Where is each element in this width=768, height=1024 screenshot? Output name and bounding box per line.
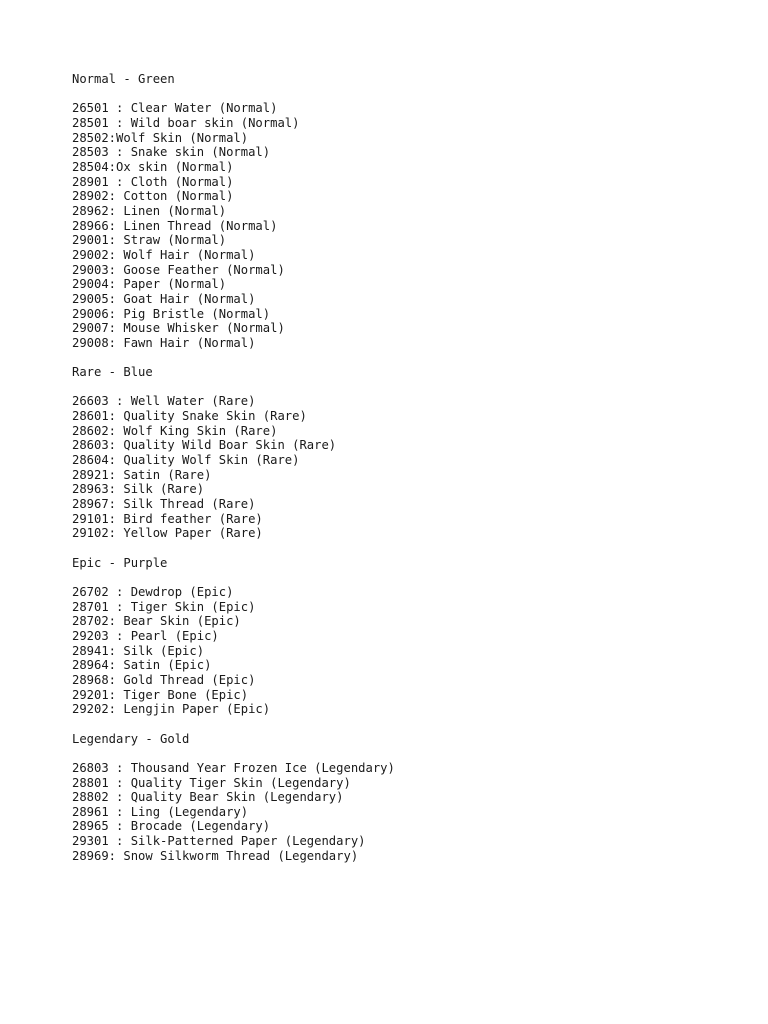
- list-item: 26702 : Dewdrop (Epic): [72, 584, 234, 599]
- list-item: 29202: Lengjin Paper (Epic): [72, 702, 271, 717]
- section-heading: Rare - Blue: [72, 365, 153, 380]
- list-item: 28604: Quality Wolf Skin (Rare): [72, 453, 300, 468]
- list-item: 28701 : Tiger Skin (Epic): [72, 599, 256, 614]
- list-item: 28966: Linen Thread (Normal): [72, 218, 278, 233]
- section-rare: [72, 365, 395, 556]
- section-heading: Epic - Purple: [72, 555, 168, 570]
- list-item: 29008: Fawn Hair (Normal): [72, 335, 256, 350]
- section-heading: Normal - Green: [72, 72, 175, 86]
- list-item: 28961 : Ling (Legendary): [72, 804, 249, 819]
- list-item: 28503 : Snake skin (Normal): [72, 145, 271, 160]
- list-item: 29301 : Silk-Patterned Paper (Legendary): [72, 834, 366, 849]
- list-item: 29003: Goose Feather (Normal): [72, 262, 285, 277]
- section-heading: Legendary - Gold: [72, 731, 190, 746]
- list-item: 28965 : Brocade (Legendary): [72, 819, 271, 834]
- list-item: 29001: Straw (Normal): [72, 233, 227, 248]
- section-epic: [72, 556, 395, 732]
- list-item: 28504:Ox skin (Normal): [72, 159, 234, 174]
- list-item: 29201: Tiger Bone (Epic): [72, 687, 249, 702]
- list-item: 28501 : Wild boar skin (Normal): [72, 115, 300, 130]
- list-item: 28502:Wolf Skin (Normal): [72, 130, 249, 145]
- item-list: [72, 394, 395, 541]
- list-item: 29005: Goat Hair (Normal): [72, 291, 256, 306]
- item-list: [72, 761, 395, 864]
- list-item: 29203 : Pearl (Epic): [72, 628, 219, 643]
- list-item: 28963: Silk (Rare): [72, 482, 205, 497]
- list-item: 28968: Gold Thread (Epic): [72, 672, 256, 687]
- list-item: 28921: Satin (Rare): [72, 467, 212, 482]
- list-item: 29006: Pig Bristle (Normal): [72, 306, 271, 321]
- list-item: 28902: Cotton (Normal): [72, 189, 234, 204]
- list-item: 29007: Mouse Whisker (Normal): [72, 321, 285, 336]
- item-list: [72, 101, 395, 350]
- list-item: 28602: Wolf King Skin (Rare): [72, 423, 278, 438]
- list-item: 28702: Bear Skin (Epic): [72, 614, 241, 629]
- list-item: 28603: Quality Wild Boar Skin (Rare): [72, 438, 337, 453]
- section-legendary: [72, 732, 395, 864]
- list-item: 28962: Linen (Normal): [72, 203, 227, 218]
- section-normal: [72, 72, 395, 365]
- list-item: 26803 : Thousand Year Frozen Ice (Legendary): [72, 760, 395, 775]
- list-item: 28801 : Quality Tiger Skin (Legendary): [72, 775, 351, 790]
- list-item: 29002: Wolf Hair (Normal): [72, 247, 256, 262]
- list-item: 28601: Quality Snake Skin (Rare): [72, 409, 307, 424]
- list-item: 28901 : Cloth (Normal): [72, 174, 234, 189]
- list-item: 26501 : Clear Water (Normal): [72, 101, 278, 116]
- list-item: 29102: Yellow Paper (Rare): [72, 526, 263, 541]
- item-list: [72, 585, 395, 717]
- list-item: 28941: Silk (Epic): [72, 643, 205, 658]
- list-item: 28967: Silk Thread (Rare): [72, 497, 256, 512]
- list-item: 28964: Satin (Epic): [72, 658, 212, 673]
- list-item: 29101: Bird feather (Rare): [72, 511, 263, 526]
- list-item: 29004: Paper (Normal): [72, 277, 227, 292]
- list-item: 28802 : Quality Bear Skin (Legendary): [72, 790, 344, 805]
- list-item: 28969: Snow Silkworm Thread (Legendary): [72, 848, 359, 863]
- document-body: [72, 72, 395, 863]
- list-item: 26603 : Well Water (Rare): [72, 394, 256, 409]
